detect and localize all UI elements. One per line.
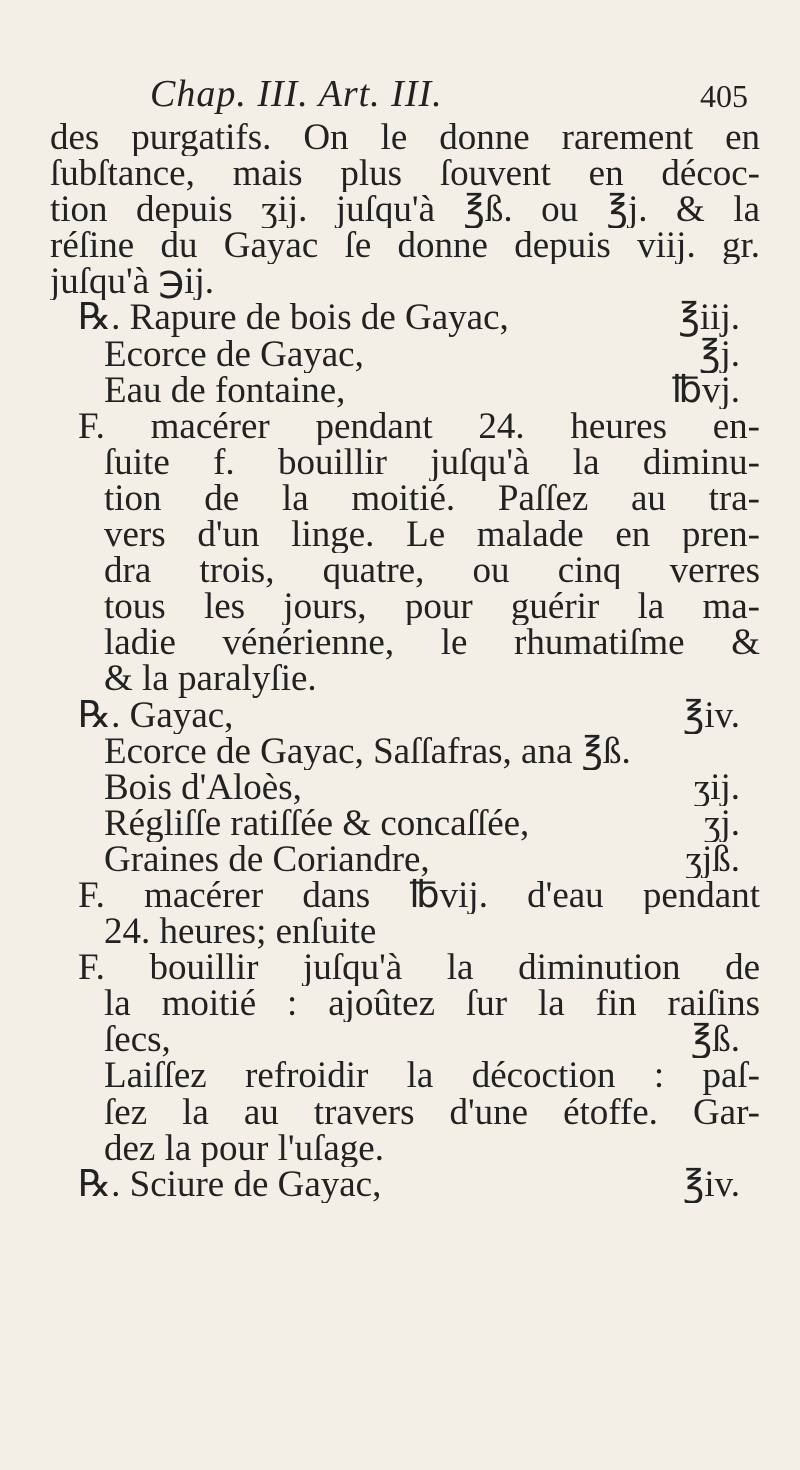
text-line: vers d'un linge. Le malade en pren- [104,517,760,554]
recipe-quantity: ℔vj. [671,372,740,409]
text-line: Ecorce de Gayac, Saſſafras, ana ℥ß. [104,733,631,770]
text-line: F. bouillir juſqu'à la diminution de [78,950,760,987]
text-line: ſuite f. bouillir juſqu'à la diminu- [104,444,760,481]
text-line: tion depuis ʒij. juſqu'à ℥ß. ou ℥j. & la [50,192,760,229]
running-header [150,72,750,122]
text-line: tous les jours, pour guérir la ma- [104,589,760,626]
text-line: dra trois, quatre, ou cinq verres [104,553,760,590]
text-line: ſubſtance, mais plus ſouvent en décoc- [50,156,760,193]
recipe-ingredient: Bois d'Aloès, [104,769,302,806]
recipe-ingredient: ſecs, [104,1022,171,1059]
recipe-quantity: ℥iij. [678,300,740,337]
text-line [50,842,760,878]
text-line: juſqu'à ℈ij. [50,264,215,301]
recipe-quantity: ʒij. [693,769,740,806]
recipe-ingredient: ℞. Sciure de Gayac, [78,1166,382,1203]
recipe-quantity: ʒjß. [685,841,740,878]
recipe-quantity: ℥iv. [683,1166,740,1203]
body-text [50,120,760,1203]
recipe-ingredient: ℞. Gayac, [78,697,234,734]
recipe-ingredient: Graines de Coriandre, [104,841,430,878]
text-line: tion de la moitié. Paſſez au tra- [104,480,760,518]
chapter-heading: Chap. III. Art. III. [150,73,443,115]
recipe-ingredient: Eau de fontaine, [104,372,346,409]
text-line: 24. heures; enſuite [104,914,377,951]
recipe-ingredient: Régliſſe ratiſſée & concaſſée, [104,805,530,842]
text-line: ſez la au travers d'une étoffe. Gar- [104,1094,760,1131]
text-line: dez la pour l'uſage. [104,1130,384,1167]
recipe-quantity: ℥iv. [683,697,740,734]
text-line: réſine du Gayac ſe donne depuis viij. gr. [50,228,760,265]
text-line: & la paralyſie. [104,661,317,698]
text-line [50,300,760,336]
recipe-quantity: ℥j. [699,336,740,373]
text-line [50,770,760,806]
page-number: 405 [700,78,748,114]
recipe-quantity: ʒj. [704,805,740,842]
text-line [50,373,760,409]
recipe-ingredient: ℞. Rapure de bois de Gayac, [78,300,509,337]
text-line [50,1022,760,1058]
text-line [50,806,760,842]
text-line: Laiſſez refroidir la décoction : paſ- [104,1058,760,1095]
text-line [50,1167,760,1203]
recipe-ingredient: Ecorce de Gayac, [104,336,364,373]
text-line: des purgatifs. On le donne rarement en [50,120,760,157]
recipe-quantity: ℥ß. [690,1022,740,1059]
text-line: F. macérer dans ℔vij. d'eau pendant [78,877,760,915]
text-line: ladie vénérienne, le rhumatiſme & [104,625,760,662]
text-line: la moitié : ajoûtez ſur la fin raiſins [104,986,760,1023]
text-line: F. macérer pendant 24. heures en- [78,408,760,445]
text-line [50,698,760,734]
text-line [50,337,760,373]
